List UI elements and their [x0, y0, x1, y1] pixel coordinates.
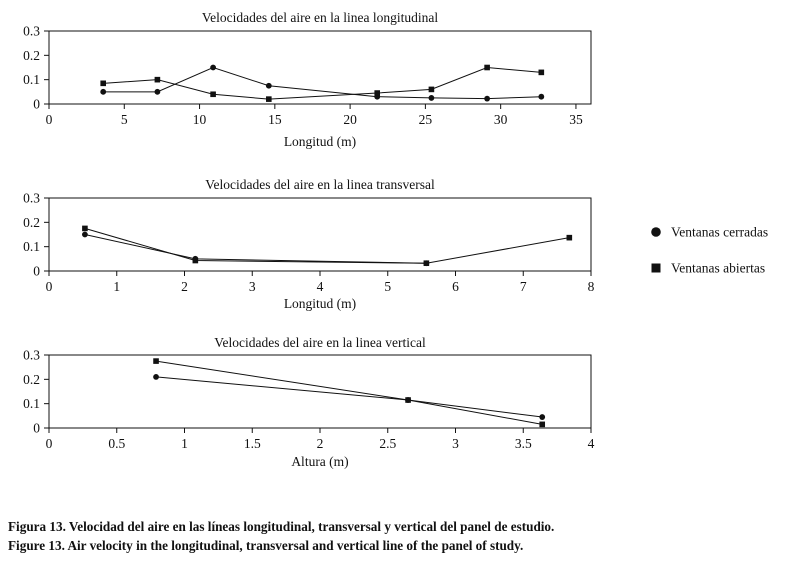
- data-point-open: [405, 397, 411, 403]
- data-point-open: [539, 422, 545, 428]
- x-tick-label: 2: [181, 279, 188, 294]
- data-point-open: [374, 90, 380, 96]
- series-line-closed: [85, 235, 426, 264]
- x-tick-label: 25: [418, 112, 433, 127]
- x-tick-label: 1: [181, 436, 188, 451]
- data-point-closed: [538, 94, 544, 100]
- x-tick-label: 1.5: [243, 436, 261, 451]
- data-point-open: [424, 260, 430, 266]
- x-tick-label: 5: [384, 279, 392, 294]
- data-point-open: [153, 358, 159, 364]
- chart-title: Velocidades del aire en la linea transversal: [205, 177, 435, 192]
- caption-english: Figure 13. Air velocity in the longitudinal, transversal and vertical line of the panel of study.: [8, 538, 524, 553]
- x-tick-label: 5: [120, 112, 128, 127]
- x-tick-label: 2: [316, 436, 324, 451]
- y-tick-label: 0.2: [23, 47, 40, 63]
- data-point-closed: [155, 89, 161, 95]
- y-tick-label: 0.3: [23, 347, 40, 363]
- y-tick-label: 0: [33, 420, 40, 436]
- legend-square-marker: [652, 264, 661, 273]
- x-tick-label: 3: [452, 436, 459, 451]
- data-point-closed: [210, 65, 216, 71]
- data-point-closed: [484, 96, 490, 102]
- data-point-open: [193, 258, 199, 264]
- data-point-open: [155, 77, 161, 83]
- series-line-open: [85, 228, 569, 263]
- x-tick-label: 20: [343, 112, 357, 127]
- data-point-closed: [429, 95, 435, 101]
- data-point-open: [82, 226, 88, 232]
- series-line-open: [103, 68, 541, 100]
- data-point-open: [429, 87, 435, 93]
- x-tick-label: 3.5: [514, 436, 532, 451]
- data-point-closed: [539, 414, 545, 420]
- y-tick-label: 0: [33, 263, 40, 279]
- x-tick-label: 30: [493, 112, 508, 127]
- chart-title: Velocidades del aire en la linea vertical: [214, 335, 426, 350]
- y-tick-label: 0.2: [23, 214, 40, 230]
- data-point-open: [567, 235, 573, 241]
- x-axis-label: Altura (m): [291, 454, 349, 469]
- plot-frame: [49, 31, 591, 104]
- data-point-open: [100, 81, 106, 87]
- x-tick-label: 8: [587, 279, 595, 294]
- legend-circle-marker: [651, 227, 661, 237]
- chart-title: Velocidades del aire en la linea longitudinal: [201, 10, 439, 25]
- x-tick-label: 15: [268, 112, 282, 127]
- data-point-closed: [266, 83, 272, 89]
- caption-spanish: Figura 13. Velocidad del aire en las líneas longitudinal, transversal y vertical del panel de estudio.: [8, 519, 555, 534]
- data-point-closed: [153, 374, 159, 380]
- plot-frame: [49, 198, 591, 271]
- x-tick-label: 1: [113, 279, 121, 294]
- chart-longitudinal: [23, 10, 591, 149]
- x-axis-label: Longitud (m): [283, 134, 357, 149]
- data-point-open: [539, 70, 545, 76]
- chart-vertical: [23, 335, 595, 469]
- y-tick-label: 0.1: [23, 396, 40, 412]
- x-tick-label: 0: [45, 112, 53, 127]
- x-tick-label: 0.5: [108, 436, 126, 451]
- x-tick-label: 7: [519, 279, 527, 294]
- y-tick-label: 0.1: [23, 239, 40, 255]
- data-point-open: [266, 96, 272, 102]
- series-line-open: [156, 361, 542, 424]
- x-tick-label: 2.5: [379, 436, 397, 451]
- y-tick-label: 0.3: [23, 23, 40, 39]
- y-tick-label: 0.3: [23, 190, 40, 206]
- x-tick-label: 0: [45, 436, 53, 451]
- y-tick-label: 0: [33, 96, 40, 112]
- x-tick-label: 4: [587, 436, 595, 451]
- data-point-closed: [82, 232, 88, 238]
- y-tick-label: 0.2: [23, 371, 40, 387]
- x-axis-label: Longitud (m): [283, 296, 357, 311]
- series-line-closed: [156, 377, 542, 417]
- x-tick-label: 35: [569, 112, 583, 127]
- legend-label-closed: Ventanas cerradas: [671, 224, 769, 240]
- x-tick-label: 10: [192, 112, 207, 127]
- legend: [651, 225, 768, 276]
- legend-label-open: Ventanas abiertas: [671, 260, 766, 276]
- x-tick-label: 0: [45, 279, 53, 294]
- x-tick-label: 3: [248, 279, 256, 294]
- data-point-open: [210, 91, 216, 97]
- data-point-open: [484, 65, 490, 71]
- data-point-closed: [100, 89, 106, 95]
- chart-transversal: [23, 177, 595, 311]
- x-tick-label: 4: [316, 279, 324, 294]
- x-tick-label: 6: [452, 279, 459, 294]
- y-tick-label: 0.1: [23, 72, 40, 88]
